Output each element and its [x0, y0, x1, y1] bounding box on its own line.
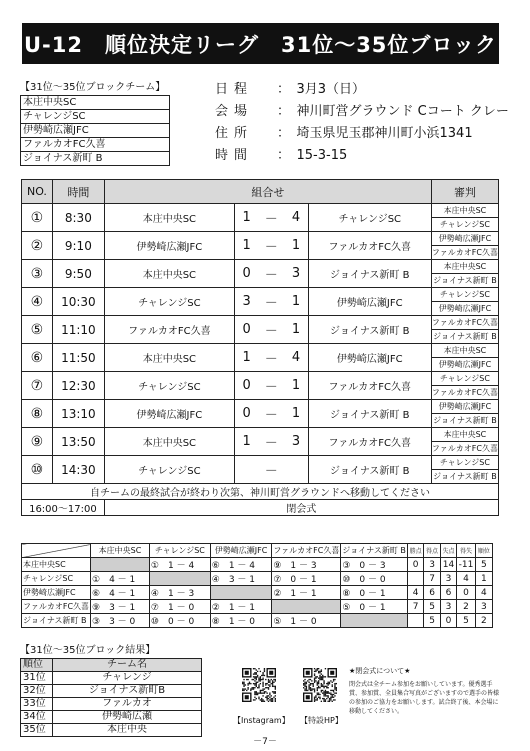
- result-cell: ④ 3 － 1: [210, 572, 272, 586]
- team-row: [21, 124, 170, 138]
- notice-body: 閉会式は全チーム参加をお願いしています。優秀選手賞、参加賞、全員集合写真がございますので選手の皆様の参加のご協力をお願いします。試合終了後、本会場に移動してください。: [349, 681, 500, 715]
- standings-row: [22, 558, 493, 572]
- result-cell: ② 1 － 1: [272, 586, 341, 600]
- header-no: NO.: [22, 180, 53, 204]
- away-score: 4: [284, 204, 308, 232]
- match-time: 12:30: [52, 372, 104, 400]
- result-team: 伊勢崎広瀬: [53, 711, 202, 724]
- match-time: 13:50: [52, 428, 104, 456]
- referee-1: チャレンジSC: [431, 288, 498, 302]
- away-team: 伊勢崎広瀬JFC: [308, 344, 431, 372]
- opponent-header: 伊勢崎広瀬JFC: [210, 544, 272, 558]
- self-match-cell: [341, 614, 408, 628]
- match-number: ⑦: [22, 372, 53, 400]
- result-cell: ⑥ 4 － 1: [91, 586, 150, 600]
- info-label: 会場: [215, 104, 254, 119]
- team-name: 伊勢崎広瀬JFC: [21, 124, 170, 138]
- stat-value: 14: [440, 558, 456, 572]
- info-value: ： 埼玉県児玉郡神川町小浜1341: [277, 126, 473, 141]
- standings-row: [22, 586, 493, 600]
- stat-header: 勝点: [407, 544, 423, 558]
- home-team: 本庄中央SC: [104, 204, 234, 232]
- self-match-cell: [272, 600, 341, 614]
- team-row: [21, 96, 170, 110]
- result-team: ファルカオ: [53, 698, 202, 711]
- stat-value: 5: [424, 600, 440, 614]
- result-cell: ⑩ 0 － 0: [341, 572, 408, 586]
- referee-2: ジョイナス新町 B: [431, 470, 498, 484]
- move-note: 自チームの最終試合が終わり次第、神川町営グラウンドへ移動してください: [22, 484, 499, 500]
- result-row: [21, 685, 202, 698]
- home-score: 0: [234, 400, 258, 428]
- referee-1: 伊勢崎広瀬JFC: [431, 232, 498, 246]
- stat-value: 0: [440, 614, 456, 628]
- stat-value: 2: [457, 600, 476, 614]
- self-match-cell: [210, 586, 272, 600]
- stat-value: 4: [407, 586, 423, 600]
- standings-table: [21, 543, 493, 628]
- away-team: ファルカオFC久喜: [308, 232, 431, 260]
- away-team: ジョイナス新町 B: [308, 456, 431, 484]
- info-row: [215, 123, 509, 145]
- header-referee: 審判: [431, 180, 498, 204]
- stat-value: [407, 614, 423, 628]
- match-time: 9:50: [52, 260, 104, 288]
- result-cell: ⑦ 1 － 0: [149, 600, 210, 614]
- stat-value: 7: [424, 572, 440, 586]
- stat-value: -11: [458, 559, 474, 570]
- result-cell: ③ 0 － 3: [341, 558, 408, 572]
- stat-value: 7: [407, 600, 423, 614]
- stat-header: 順位: [475, 544, 492, 558]
- team-name: チャレンジSC: [21, 110, 170, 124]
- result-cell: ⑨ 3 － 1: [91, 600, 150, 614]
- result-cell: ③ 3 － 0: [91, 614, 150, 628]
- result-cell: ⑤ 1 － 0: [272, 614, 341, 628]
- score-dash: －: [258, 400, 284, 428]
- match-row: [22, 456, 499, 470]
- result-cell: ⑦ 0 － 1: [272, 572, 341, 586]
- match-row: [22, 232, 499, 246]
- match-header-row: [22, 180, 499, 204]
- standings-team: ファルカオFC久喜: [22, 600, 91, 614]
- instagram-label: 【Instagram】: [233, 716, 290, 725]
- match-time: 11:10: [52, 316, 104, 344]
- match-row: [22, 316, 499, 330]
- opponent-header: 本庄中央SC: [91, 544, 150, 558]
- match-number: ⑥: [22, 344, 53, 372]
- block-teams-box: [20, 80, 170, 166]
- info-value: ： 神川町営グラウンド Cコート クレー: [277, 104, 509, 119]
- info-value: ： 15-3-15: [277, 148, 348, 163]
- stat-value: 4: [457, 572, 476, 586]
- referee-2: ジョイナス新町 B: [431, 274, 498, 288]
- score-dash: －: [258, 372, 284, 400]
- match-number: ⑤: [22, 316, 53, 344]
- stat-header: 失点: [440, 544, 456, 558]
- home-score: 3: [234, 288, 258, 316]
- referee-2: チャレンジSC: [431, 218, 498, 232]
- instagram-qr-code[interactable]: [242, 668, 276, 702]
- away-score: 4: [284, 344, 308, 372]
- referee-1: 本庄中央SC: [431, 428, 498, 442]
- header-pairing: 組合せ: [104, 180, 431, 204]
- info-label: 住所: [215, 126, 254, 141]
- result-rank: 35位: [21, 724, 53, 737]
- page-title: U-12 順位決定リーグ 31位～35位ブロック: [22, 23, 499, 64]
- closing-time: 16:00～17:00: [22, 500, 105, 516]
- home-score: 0: [234, 260, 258, 288]
- result-row: [21, 711, 202, 724]
- referee-2: ジョイナス新町 B: [431, 414, 498, 428]
- standings-team: ジョイナス新町 B: [22, 614, 91, 628]
- match-time: 11:50: [52, 344, 104, 372]
- team-row: [21, 138, 170, 152]
- match-number: ④: [22, 288, 53, 316]
- referee-1: ファルカオFC久喜: [431, 316, 498, 330]
- referee-1: 本庄中央SC: [431, 344, 498, 358]
- away-team: ジョイナス新町 B: [308, 400, 431, 428]
- home-score: 1: [234, 204, 258, 232]
- info-value: ： 3月3（日）: [277, 82, 366, 97]
- referee-1: チャレンジSC: [431, 456, 498, 470]
- block-teams-header: 【31位～35位ブロックチーム】: [20, 82, 166, 93]
- result-cell: ⑤ 0 － 1: [341, 600, 408, 614]
- special-site-qr-code[interactable]: [303, 668, 337, 702]
- score-dash: －: [258, 232, 284, 260]
- stat-value: 4: [475, 586, 492, 600]
- result-rank: 32位: [21, 685, 53, 698]
- notice-title: ★閉会式について★: [349, 667, 411, 675]
- match-row: [22, 204, 499, 218]
- block-teams-table: [20, 95, 170, 166]
- score-dash: －: [258, 260, 284, 288]
- result-cell: ④ 1 － 3: [149, 586, 210, 600]
- away-team: 伊勢崎広瀬JFC: [308, 288, 431, 316]
- result-cell: ⑧ 1 － 0: [210, 614, 272, 628]
- referee-2: ファルカオFC久喜: [431, 442, 498, 456]
- result-cell: ⑧ 0 － 1: [341, 586, 408, 600]
- away-score: 3: [284, 428, 308, 456]
- referee-1: チャレンジSC: [431, 372, 498, 386]
- match-row: [22, 288, 499, 302]
- opponent-header: チャレンジSC: [149, 544, 210, 558]
- referee-2: ファルカオFC久喜: [431, 246, 498, 260]
- score-dash: －: [258, 316, 284, 344]
- match-number: ⑩: [22, 456, 53, 484]
- away-score: 1: [284, 400, 308, 428]
- result-team: チャレンジ: [53, 672, 202, 685]
- away-team: ファルカオFC久喜: [308, 372, 431, 400]
- home-team: 本庄中央SC: [104, 260, 234, 288]
- home-team: 伊勢崎広瀬JFC: [104, 400, 234, 428]
- stat-value: 6: [424, 586, 440, 600]
- home-score: [234, 456, 258, 484]
- score-dash: －: [258, 428, 284, 456]
- info-row: [215, 145, 509, 167]
- stat-value: [407, 572, 423, 586]
- info-row: [215, 79, 509, 101]
- results-header-row: [21, 659, 202, 672]
- stat-header: 得失: [457, 544, 476, 558]
- opponent-header: ジョイナス新町 B: [341, 544, 408, 558]
- result-rank: 31位: [21, 672, 53, 685]
- match-number: ②: [22, 232, 53, 260]
- away-team: チャレンジSC: [308, 204, 431, 232]
- result-team: ジョイナス新町B: [53, 685, 202, 698]
- move-note-row: [22, 484, 499, 500]
- away-score: 1: [284, 232, 308, 260]
- standings-row: [22, 572, 493, 586]
- match-time: 13:10: [52, 400, 104, 428]
- stat-value: 5: [475, 558, 492, 572]
- result-rank: 34位: [21, 711, 53, 724]
- home-team: チャレンジSC: [104, 372, 234, 400]
- result-cell: ⑥ 1 － 4: [210, 558, 272, 572]
- closing-ceremony-notice: [349, 667, 499, 716]
- score-dash: －: [258, 456, 284, 484]
- result-cell: ① 4 － 1: [91, 572, 150, 586]
- info-label: 日程: [215, 82, 254, 97]
- result-row: [21, 698, 202, 711]
- closing-label: 閉会式: [104, 500, 498, 516]
- stat-value: 3: [440, 600, 456, 614]
- match-number: ⑧: [22, 400, 53, 428]
- result-rank: 33位: [21, 698, 53, 711]
- stat-value: 6: [440, 586, 456, 600]
- referee-2: ファルカオFC久喜: [431, 386, 498, 400]
- home-score: 1: [234, 428, 258, 456]
- stat-value: 3: [475, 600, 492, 614]
- home-team: チャレンジSC: [104, 456, 234, 484]
- match-time: 9:10: [52, 232, 104, 260]
- referee-1: 伊勢崎広瀬JFC: [431, 400, 498, 414]
- match-row: [22, 400, 499, 414]
- match-time: 8:30: [52, 204, 104, 232]
- away-score: [284, 456, 308, 484]
- stat-value: 5: [424, 614, 440, 628]
- match-schedule-table: [21, 179, 499, 516]
- special-site-label: 【特設HP】: [300, 716, 343, 725]
- results-header: 【31位～35位ブロック結果】: [20, 645, 156, 656]
- result-cell: ⑩ 0 － 0: [149, 614, 210, 628]
- referee-1: 本庄中央SC: [431, 204, 498, 218]
- home-score: 0: [234, 372, 258, 400]
- stat-value: 3: [424, 558, 440, 572]
- stat-value: 1: [475, 572, 492, 586]
- home-team: ファルカオFC久喜: [104, 316, 234, 344]
- match-number: ③: [22, 260, 53, 288]
- away-score: 1: [284, 316, 308, 344]
- team-name: ファルカオFC久喜: [21, 138, 170, 152]
- standings-team: 伊勢崎広瀬JFC: [22, 586, 91, 600]
- match-time: 14:30: [52, 456, 104, 484]
- home-score: 1: [234, 232, 258, 260]
- team-header: チーム名: [53, 659, 202, 672]
- standings-row: [22, 614, 493, 628]
- stat-value: 5: [457, 614, 476, 628]
- page-number: －7－: [253, 737, 277, 747]
- match-time: 10:30: [52, 288, 104, 316]
- match-row: [22, 344, 499, 358]
- standings-row: [22, 600, 493, 614]
- match-row: [22, 428, 499, 442]
- header-time: 時間: [52, 180, 104, 204]
- team-name: ジョイナス新町 B: [21, 152, 170, 166]
- home-score: 0: [234, 316, 258, 344]
- rank-header: 順位: [21, 659, 53, 672]
- result-team: 本庄中央: [53, 724, 202, 737]
- closing-row: [22, 500, 499, 516]
- self-match-cell: [149, 572, 210, 586]
- away-score: 1: [284, 372, 308, 400]
- result-cell: ① 1 － 4: [149, 558, 210, 572]
- info-label: 時間: [215, 148, 254, 163]
- match-row: [22, 372, 499, 386]
- score-dash: －: [258, 344, 284, 372]
- away-team: ジョイナス新町 B: [308, 316, 431, 344]
- team-row: [21, 152, 170, 166]
- event-info: [215, 79, 509, 167]
- standings-team: チャレンジSC: [22, 572, 91, 586]
- home-team: 伊勢崎広瀬JFC: [104, 232, 234, 260]
- opponent-header: ファルカオFC久喜: [272, 544, 341, 558]
- team-name: 本庄中央SC: [21, 96, 170, 110]
- score-dash: －: [258, 204, 284, 232]
- score-dash: －: [258, 288, 284, 316]
- referee-2: 伊勢崎広瀬JFC: [431, 358, 498, 372]
- home-team: チャレンジSC: [104, 288, 234, 316]
- stat-value: 3: [440, 572, 456, 586]
- away-score: 3: [284, 260, 308, 288]
- away-score: 1: [284, 288, 308, 316]
- self-match-cell: [91, 558, 150, 572]
- result-cell: ⑨ 1 － 3: [272, 558, 341, 572]
- home-team: 本庄中央SC: [104, 344, 234, 372]
- referee-2: ジョイナス新町 B: [431, 330, 498, 344]
- stat-header: 得点: [424, 544, 440, 558]
- home-score: 1: [234, 344, 258, 372]
- stat-value: 0: [457, 586, 476, 600]
- match-row: [22, 260, 499, 274]
- match-number: ⑨: [22, 428, 53, 456]
- stat-value: 2: [475, 614, 492, 628]
- home-team: 本庄中央SC: [104, 428, 234, 456]
- result-row: [21, 672, 202, 685]
- standings-team: 本庄中央SC: [22, 558, 91, 572]
- results-table: [20, 658, 202, 737]
- info-row: [215, 101, 509, 123]
- standings-header-row: [22, 544, 493, 558]
- corner-cell: [22, 544, 91, 558]
- referee-2: 伊勢崎広瀬JFC: [431, 302, 498, 316]
- team-row: [21, 110, 170, 124]
- match-number: ①: [22, 204, 53, 232]
- away-team: ファルカオFC久喜: [308, 428, 431, 456]
- block-results: [20, 644, 202, 737]
- away-team: ジョイナス新町 B: [308, 260, 431, 288]
- result-cell: ② 1 － 1: [210, 600, 272, 614]
- referee-1: 本庄中央SC: [431, 260, 498, 274]
- stat-value: 0: [407, 558, 423, 572]
